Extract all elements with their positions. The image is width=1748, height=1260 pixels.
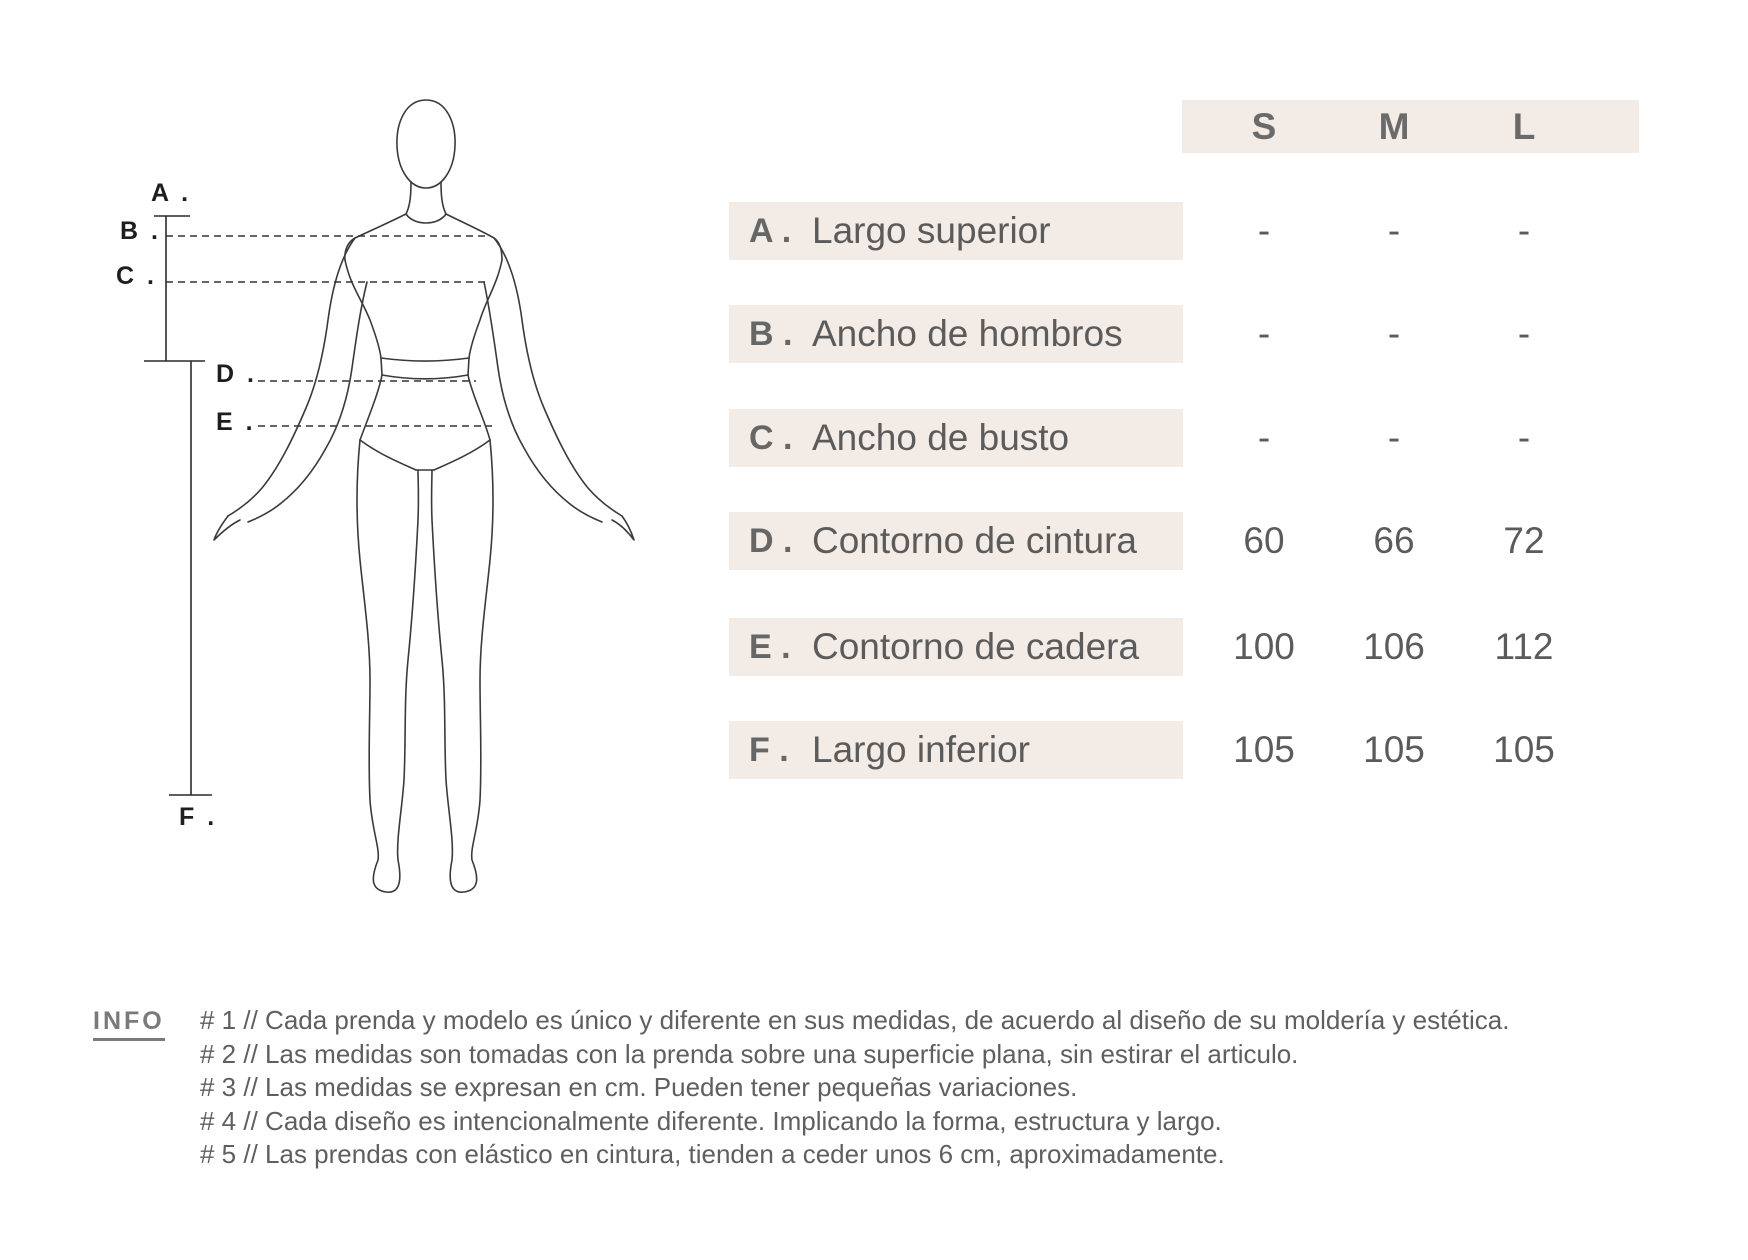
value-l: - <box>1517 417 1531 458</box>
info-note: # 3 // Las medidas se expresan en cm. Pueden tener pequeñas variaciones. <box>200 1072 1078 1102</box>
measurement-letter: F . <box>749 731 789 769</box>
measurement-name: Ancho de busto <box>812 417 1070 458</box>
value-m: 105 <box>1363 729 1425 770</box>
value-s: - <box>1257 313 1271 354</box>
value-s: 105 <box>1233 729 1295 770</box>
measurement-name: Largo superior <box>812 210 1051 251</box>
measurement-label <box>729 618 1183 676</box>
measurement-label <box>729 202 1183 260</box>
value-l: - <box>1517 313 1531 354</box>
value-s: - <box>1257 417 1271 458</box>
measurement-name: Contorno de cintura <box>812 520 1137 561</box>
info-title: INFO <box>93 1004 165 1041</box>
size-m-header: M <box>1378 106 1410 147</box>
value-s: 60 <box>1243 520 1285 561</box>
info-notes <box>200 1004 1509 1172</box>
marker-e: E . <box>216 408 256 436</box>
marker-c: C . <box>116 262 157 290</box>
value-m: 66 <box>1373 520 1415 561</box>
value-m: - <box>1387 417 1401 458</box>
measurement-letter: B . <box>749 315 793 353</box>
measurement-name: Contorno de cadera <box>812 626 1140 667</box>
measurement-label <box>729 305 1183 363</box>
mannequin-illustration <box>0 0 700 940</box>
marker-b: B . <box>120 217 161 245</box>
size-s-header: S <box>1251 106 1277 147</box>
value-l: - <box>1517 210 1531 251</box>
value-m: - <box>1387 210 1401 251</box>
measurement-row-e <box>729 618 1639 676</box>
measurement-letter: C . <box>749 419 793 457</box>
size-header <box>1182 100 1639 153</box>
measurement-row-f <box>729 721 1639 779</box>
measurement-letter: D . <box>749 522 793 560</box>
value-s: 100 <box>1233 626 1295 667</box>
marker-f: F . <box>179 803 218 831</box>
measurement-label <box>729 721 1183 779</box>
marker-a: A . <box>151 179 192 207</box>
marker-d: D . <box>216 360 257 388</box>
value-s: - <box>1257 210 1271 251</box>
info-note: # 1 // Cada prenda y modelo es único y diferente en sus medidas, de acuerdo al diseño de su moldería y estética. <box>200 1005 1510 1035</box>
value-m: 106 <box>1363 626 1425 667</box>
measurement-label <box>729 409 1183 467</box>
info-note: # 4 // Cada diseño es intencionalmente diferente. Implicando la forma, estructura y largo. <box>200 1105 1222 1136</box>
measurement-row-d <box>729 512 1639 570</box>
value-l: 72 <box>1503 520 1545 561</box>
measurement-name: Ancho de hombros <box>812 313 1123 354</box>
measurement-row-a <box>729 202 1639 260</box>
measurement-letter: A . <box>749 212 792 250</box>
measurement-row-c <box>729 409 1639 467</box>
measurement-label <box>729 512 1183 570</box>
info-note: # 5 // Las prendas con elástico en cintura, tienden a ceder unos 6 cm, aproximadamente. <box>200 1139 1225 1169</box>
value-l: 105 <box>1493 729 1555 770</box>
size-l-header: L <box>1512 106 1536 147</box>
measurement-name: Largo inferior <box>812 729 1031 770</box>
info-note: # 2 // Las medidas son tomadas con la prenda sobre una superficie plana, sin estirar el articulo. <box>200 1038 1299 1069</box>
measurement-letter: E . <box>749 628 791 666</box>
value-m: - <box>1387 313 1401 354</box>
mannequin-figure <box>0 0 700 940</box>
value-l: 112 <box>1494 626 1554 667</box>
measurement-row-b <box>729 305 1639 363</box>
